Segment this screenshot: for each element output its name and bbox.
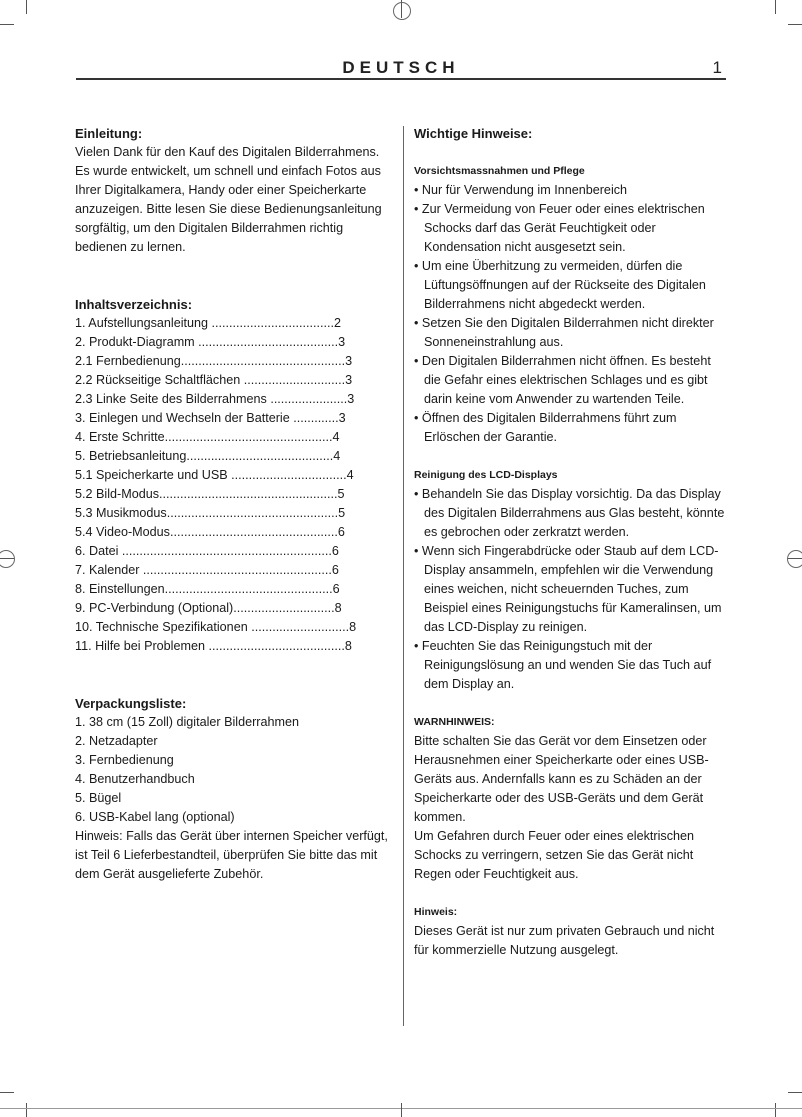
registration-mark-icon	[787, 550, 802, 568]
precautions-list	[414, 181, 729, 447]
packing-item: 2. Netzadapter	[75, 734, 158, 748]
toc-item[interactable]: 5.3 Musikmodus.................................................5	[75, 506, 346, 520]
packing-item: 5. Bügel	[75, 791, 122, 805]
cleaning-item: • Wenn sich Fingerabdrücke oder Staub auf dem LCD-Display ansammeln, empfehlen wir die Verwendung eines weichen, nicht scheuernden Tuches, zum Beispiel eines Reinigungstuchs für Kameralinsen, um das LCD-Display zu reinigen.	[414, 542, 729, 637]
warning-heading: WARNHINWEIS:	[414, 716, 495, 728]
toc-item[interactable]: 5.4 Video-Modus................................................6	[75, 525, 345, 539]
intro-heading: Einleitung:	[75, 126, 143, 141]
note-heading: Hinweis:	[414, 906, 458, 918]
page-title: DEUTSCH	[342, 58, 460, 77]
toc-item[interactable]: 3. Einlegen und Wechseln der Batterie .............3	[75, 411, 346, 425]
column-divider	[403, 126, 404, 1026]
toc-item[interactable]: 8. Einstellungen................................................6	[75, 582, 340, 596]
cleaning-item: • Behandeln Sie das Display vorsichtig. Da das Display des Digitalen Bilderrahmens aus Glas besteht, könnte es gebrochen oder zerkratzt werden.	[414, 485, 729, 542]
packing-item: 1. 38 cm (15 Zoll) digitaler Bilderrahmen	[75, 715, 299, 729]
cleaning-heading: Reinigung des LCD-Displays	[414, 469, 558, 481]
packing-heading: Verpackungsliste:	[75, 696, 187, 711]
header-rule	[76, 78, 726, 80]
precaution-item: • Den Digitalen Bilderrahmen nicht öffnen. Es besteht die Gefahr eines elektrischen Schlages und es gibt darin keine vom Anwender zu wartenden Teile.	[414, 352, 729, 409]
note-text: Dieses Gerät ist nur zum privaten Gebrauch und nicht für kommerzielle Nutzung ausgelegt.	[414, 924, 715, 957]
right-column	[414, 124, 729, 960]
crop-mark	[0, 1092, 14, 1093]
left-column	[75, 124, 390, 884]
toc-item[interactable]: 7. Kalender ......................................................6	[75, 563, 339, 577]
toc-item[interactable]: 4. Erste Schritte................................................4	[75, 430, 340, 444]
toc-item[interactable]: 1. Aufstellungsanleitung ...................................2	[75, 316, 341, 330]
crop-mark	[26, 1103, 27, 1117]
toc-item[interactable]: 2.3 Linke Seite des Bilderrahmens ......................3	[75, 392, 355, 406]
toc-item[interactable]: 10. Technische Spezifikationen ............................8	[75, 620, 357, 634]
precaution-item: • Setzen Sie den Digitalen Bilderrahmen nicht direkter Sonneneinstrahlung aus.	[414, 314, 729, 352]
packing-note: Hinweis: Falls das Gerät über internen Speicher verfügt, ist Teil 6 Lieferbestandteil, überprüfen Sie bitte das mit dem Gerät ausgelieferte Zubehör.	[75, 829, 388, 881]
toc-item[interactable]: 5. Betriebsanleitung..........................................4	[75, 449, 341, 463]
packing-list	[75, 713, 390, 827]
toc-list	[75, 314, 390, 656]
packing-item: 3. Fernbedienung	[75, 753, 174, 767]
toc-item[interactable]: 2. Produkt-Diagramm ........................................3	[75, 335, 346, 349]
crop-mark	[401, 1103, 402, 1117]
warning-text: Um Gefahren durch Feuer oder eines elektrischen Schocks zu verringern, setzen Sie das Gerät nicht Regen oder Feuchtigkeit aus.	[414, 829, 695, 881]
registration-mark-icon	[393, 2, 411, 20]
toc-item[interactable]: 5.2 Bild-Modus...................................................5	[75, 487, 345, 501]
packing-item: 6. USB-Kabel lang (optional)	[75, 810, 235, 824]
warning-text: Bitte schalten Sie das Gerät vor dem Einsetzen oder Herausnehmen einer Speicherkarte oder eines USB-Geräts aus. Andernfalls kann es zu Schäden an der Speicherkarte oder des USB-Geräts und dem Gerät kommen.	[414, 734, 709, 824]
precaution-item: • Um eine Überhitzung zu vermeiden, dürfen die Lüftungsöffnungen auf der Rückseite des Digitalen Bilderrahmens nicht abgedeckt werden.	[414, 257, 729, 314]
toc-item[interactable]: 6. Datei ............................................................6	[75, 544, 339, 558]
precautions-heading: Vorsichtsmassnahmen und Pflege	[414, 165, 585, 177]
precaution-item: • Nur für Verwendung im Innenbereich	[414, 181, 729, 200]
toc-item[interactable]: 11. Hilfe bei Problemen .......................................8	[75, 639, 352, 653]
toc-item[interactable]: 5.1 Speicherkarte und USB .................................4	[75, 468, 354, 482]
crop-mark	[26, 0, 27, 14]
crop-mark	[788, 24, 802, 25]
intro-text: Vielen Dank für den Kauf des Digitalen Bilderrahmens. Es wurde entwickelt, um schnell und einfach Fotos aus Ihrer Digitalkamera, Handy oder einer Speicherkarte anzuzeigen. Bitte lesen Sie diese Bedienungsanleitung sorgfältig, um den Digitalen Bilderrahmen richtig bedienen zu lernen.	[75, 145, 382, 254]
precaution-item: • Zur Vermeidung von Feuer oder eines elektrischen Schocks darf das Gerät Feuchtigkeit oder Kondensation nicht ausgesetzt sein.	[414, 200, 729, 257]
toc-item[interactable]: 2.1 Fernbedienung...............................................3	[75, 354, 353, 368]
precaution-item: • Öffnen des Digitalen Bilderrahmens führt zum Erlöschen der Garantie.	[414, 409, 729, 447]
crop-mark	[0, 24, 14, 25]
crop-mark	[775, 1103, 776, 1117]
crop-mark	[788, 1092, 802, 1093]
cleaning-list	[414, 485, 729, 694]
toc-heading: Inhaltsverzeichnis:	[75, 297, 193, 312]
registration-mark-icon	[0, 550, 15, 568]
page-number: 1	[712, 58, 722, 77]
toc-item[interactable]: 2.2 Rückseitige Schaltflächen .............................3	[75, 373, 353, 387]
crop-mark	[775, 0, 776, 14]
packing-item: 4. Benutzerhandbuch	[75, 772, 195, 786]
important-notes-heading: Wichtige Hinweise:	[414, 126, 533, 141]
cleaning-item: • Feuchten Sie das Reinigungstuch mit der Reinigungslösung an und wenden Sie das Tuch auf dem Display an.	[414, 637, 729, 694]
toc-item[interactable]: 9. PC-Verbindung (Optional).............................8	[75, 601, 342, 615]
